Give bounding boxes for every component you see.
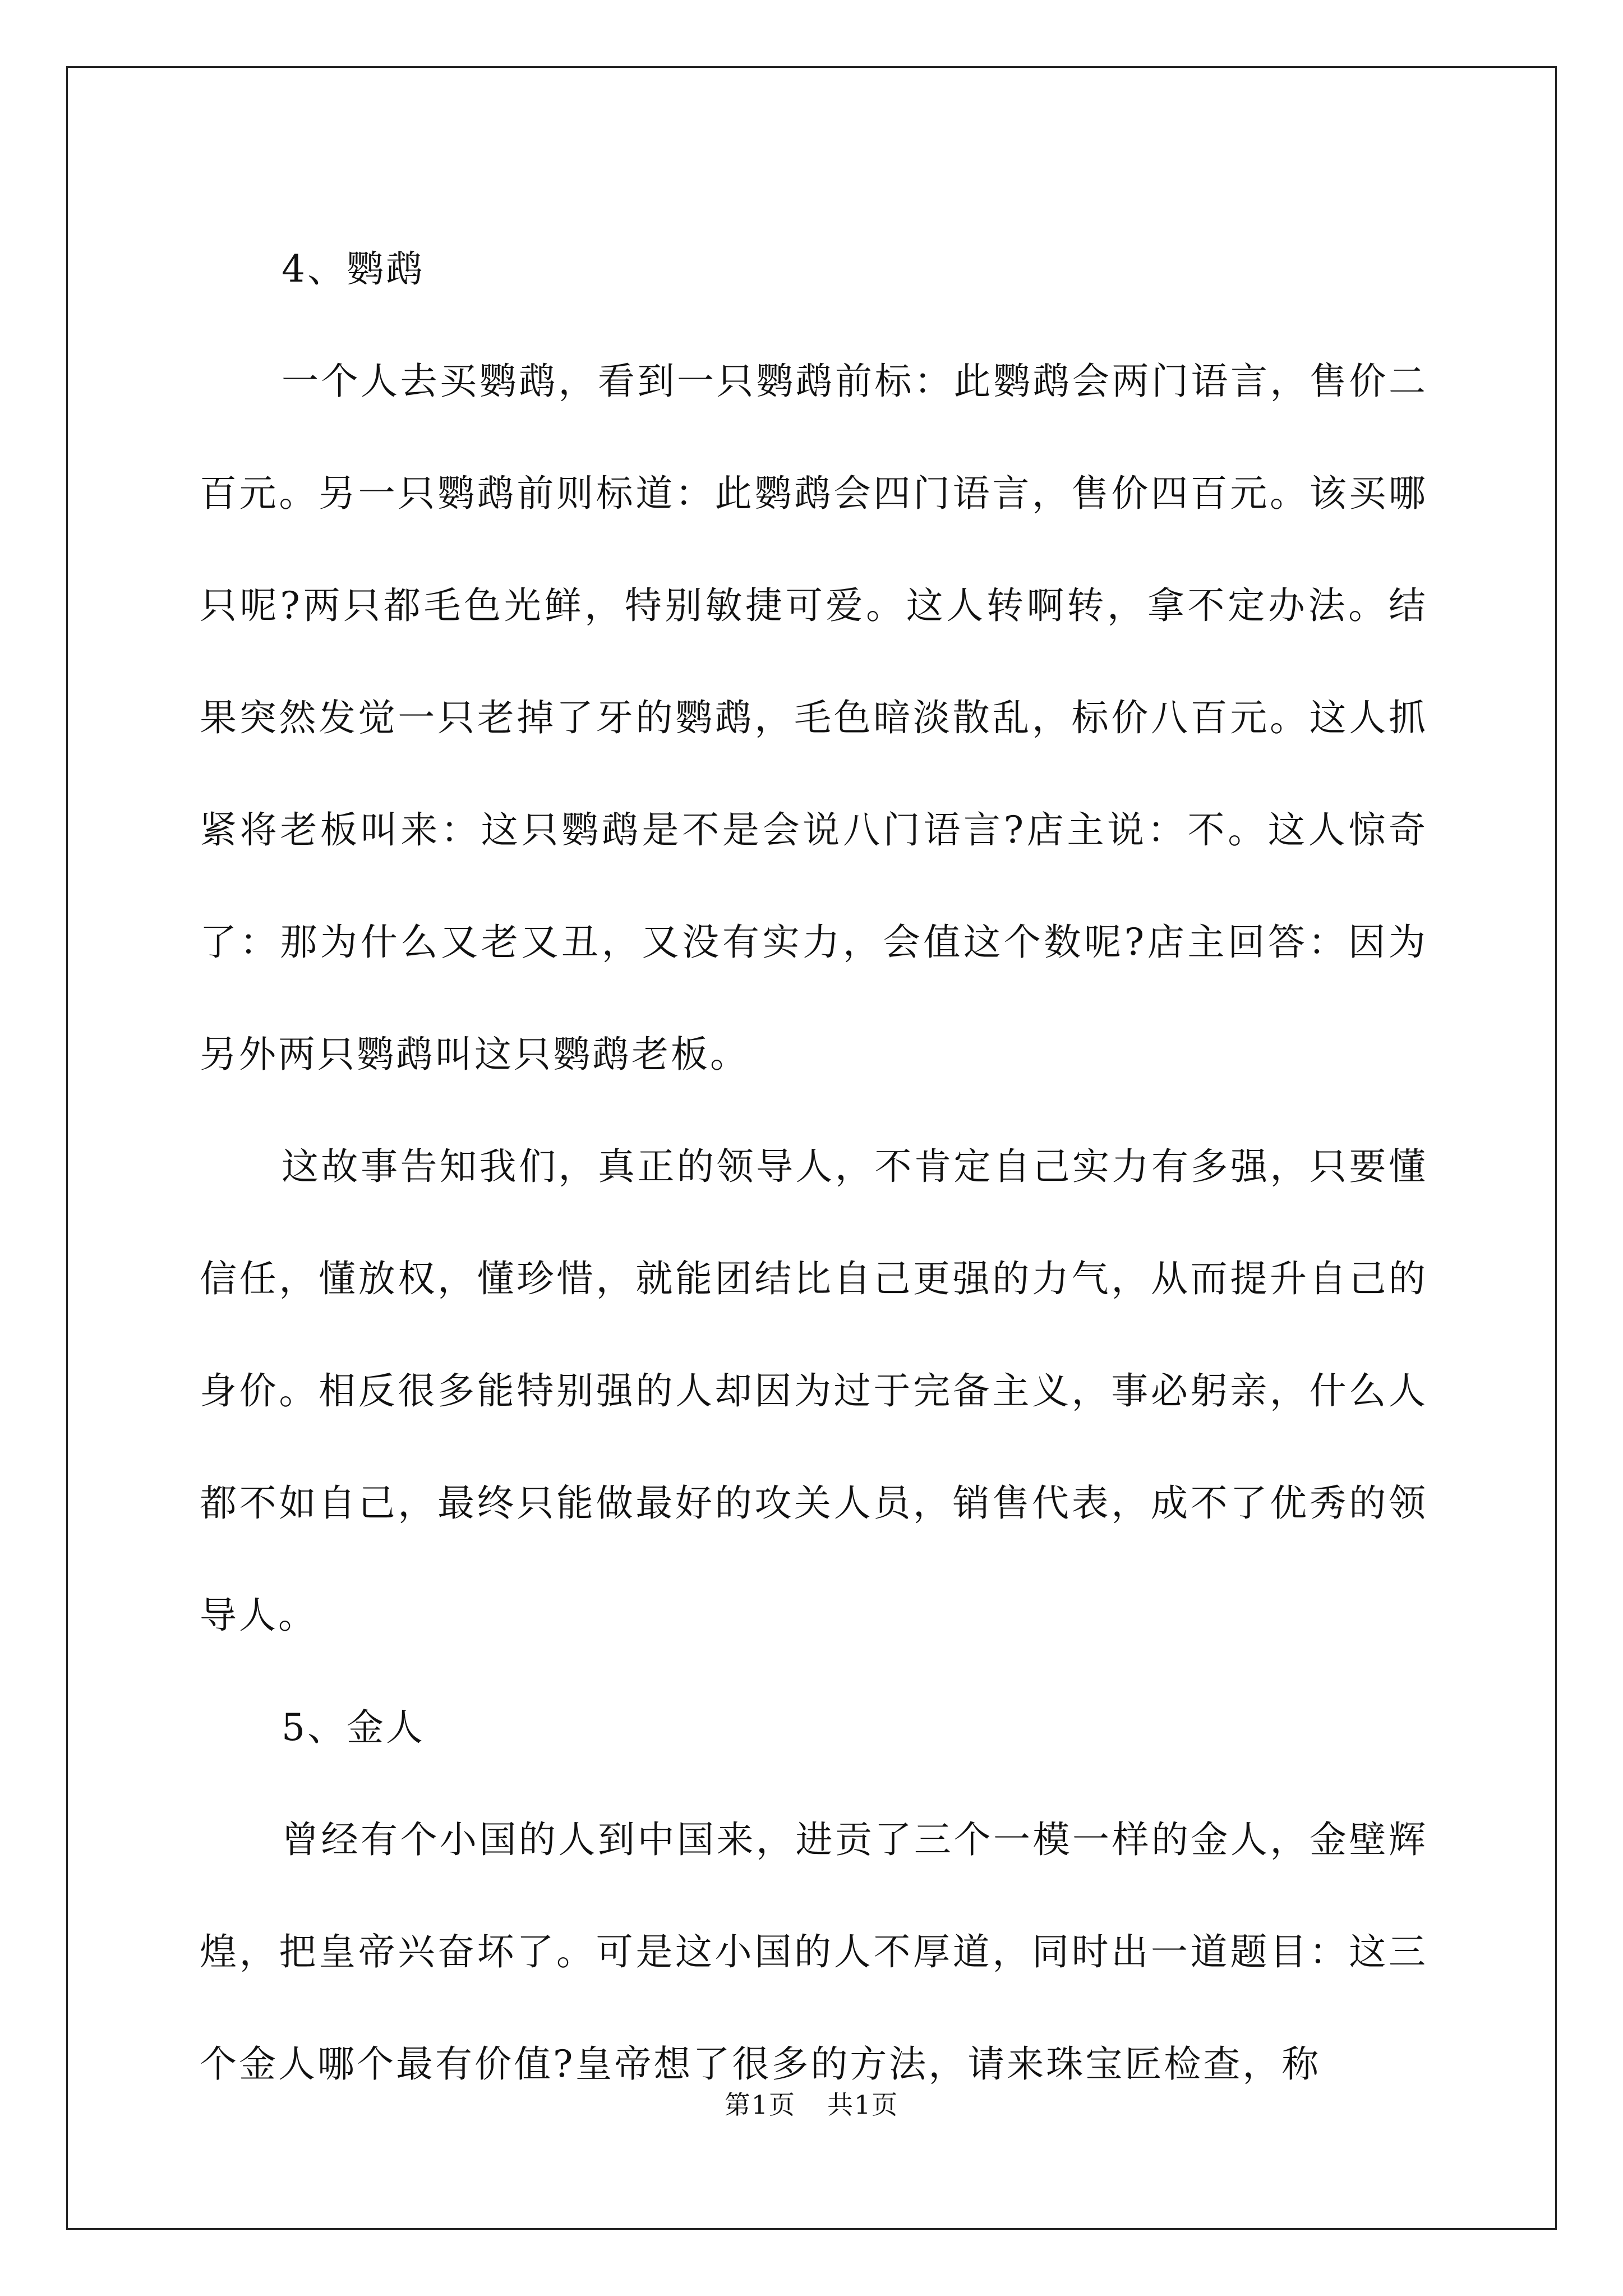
- paragraph-gold-men-story: 曾经有个小国的人到中国来，进贡了三个一模一样的金人，金壁辉煌，把皇帝兴奋坏了。可是这小国的人不厚道，同时出一道题目：这三个金人哪个最有价值?皇帝想了很多的方法，请来珠宝匠检查，称: [200, 1818, 1428, 2086]
- paragraph-parrot-lesson: 这故事告知我们，真正的领导人，不肯定自己实力有多强，只要懂信任，懂放权，懂珍惜，就能团结比自己更强的力气，从而提升自己的身价。相反很多能特别强的人却因为过于完备主义，事必躬亲，什么人都不如自己，最终只能做最好的攻关人员，销售代表，成不了优秀的领导人。: [200, 1145, 1428, 1637]
- document-body: [200, 213, 1428, 2120]
- paragraph-parrot-story: 一个人去买鹦鹉，看到一只鹦鹉前标：此鹦鹉会两门语言，售价二百元。另一只鹦鹉前则标道：此鹦鹉会四门语言，售价四百元。该买哪只呢?两只都毛色光鲜，特别敏捷可爱。这人转啊转，拿不定办法。结果突然发觉一只老掉了牙的鹦鹉，毛色暗淡散乱，标价八百元。这人抓紧将老板叫来：这只鹦鹉是不是会说八门语言?店主说：不。这人惊奇了：那为什么又老又丑，又没有实力，会值这个数呢?店主回答：因为另外两只鹦鹉叫这只鹦鹉老板。: [200, 360, 1428, 1076]
- section-heading-gold-men: 5、金人: [282, 1706, 425, 1749]
- page-number-current: 第1页: [724, 2090, 796, 2120]
- page-number-total: 共1页: [827, 2090, 899, 2120]
- page-footer: [0, 2085, 1623, 2122]
- section-heading-parrot: 4、鹦鹉: [282, 247, 425, 291]
